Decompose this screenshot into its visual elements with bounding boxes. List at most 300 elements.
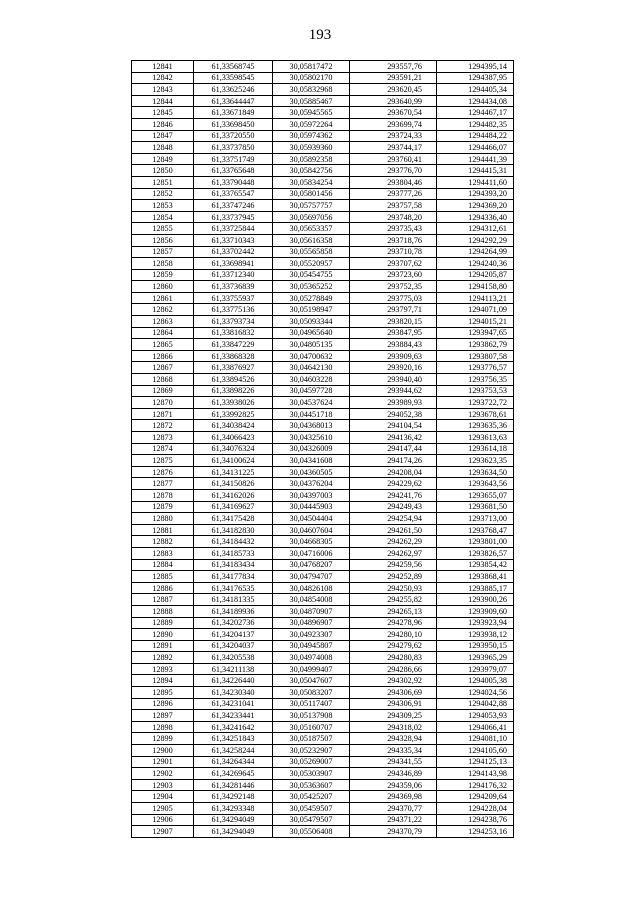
latitude-cell: 61,34184432	[194, 536, 273, 548]
y-coordinate-cell: 1293947,65	[437, 327, 514, 339]
longitude-cell: 30,04999407	[273, 663, 350, 675]
latitude-cell: 61,33992825	[194, 408, 273, 420]
point-number-cell: 12874	[132, 443, 194, 455]
table-row	[132, 200, 514, 212]
point-number-cell: 12872	[132, 420, 194, 432]
longitude-cell: 30,05616358	[273, 234, 350, 246]
longitude-cell: 30,05892358	[273, 153, 350, 165]
x-coordinate-cell: 293752,35	[350, 281, 437, 293]
point-number-cell: 12893	[132, 663, 194, 675]
latitude-cell: 61,34294049	[194, 814, 273, 826]
y-coordinate-cell: 1294125,13	[437, 756, 514, 768]
longitude-cell: 30,05454755	[273, 269, 350, 281]
latitude-cell: 61,33598545	[194, 72, 273, 84]
point-number-cell: 12878	[132, 489, 194, 501]
x-coordinate-cell: 293744,17	[350, 142, 437, 154]
latitude-cell: 61,34204137	[194, 629, 273, 641]
table-row	[132, 513, 514, 525]
point-number-cell: 12860	[132, 281, 194, 293]
longitude-cell: 30,04923307	[273, 629, 350, 641]
x-coordinate-cell: 293797,71	[350, 304, 437, 316]
latitude-cell: 61,33568745	[194, 61, 273, 73]
longitude-cell: 30,04451718	[273, 408, 350, 420]
table-body	[132, 61, 514, 838]
table-row	[132, 95, 514, 107]
longitude-cell: 30,05817472	[273, 61, 350, 73]
y-coordinate-cell: 1294393,20	[437, 188, 514, 200]
longitude-cell: 30,04805135	[273, 339, 350, 351]
latitude-cell: 61,34251843	[194, 733, 273, 745]
longitude-cell: 30,04504404	[273, 513, 350, 525]
latitude-cell: 61,34230340	[194, 687, 273, 699]
y-coordinate-cell: 1293965,29	[437, 652, 514, 664]
point-number-cell: 12864	[132, 327, 194, 339]
y-coordinate-cell: 1293909,60	[437, 605, 514, 617]
y-coordinate-cell: 1293979,07	[437, 663, 514, 675]
longitude-cell: 30,05757757	[273, 200, 350, 212]
table-row	[132, 640, 514, 652]
table-row	[132, 524, 514, 536]
table-row	[132, 84, 514, 96]
table-row	[132, 246, 514, 258]
page-number: 193	[308, 27, 332, 43]
point-number-cell: 12868	[132, 374, 194, 386]
coordinates-table	[131, 60, 514, 838]
latitude-cell: 61,33790448	[194, 176, 273, 188]
x-coordinate-cell: 294306,91	[350, 698, 437, 710]
point-number-cell: 12863	[132, 316, 194, 328]
longitude-cell: 30,05565858	[273, 246, 350, 258]
latitude-cell: 61,33751749	[194, 153, 273, 165]
point-number-cell: 12853	[132, 200, 194, 212]
point-number-cell: 12867	[132, 362, 194, 374]
x-coordinate-cell: 293707,62	[350, 258, 437, 270]
longitude-cell: 30,04826108	[273, 582, 350, 594]
point-number-cell: 12894	[132, 675, 194, 687]
longitude-cell: 30,04945807	[273, 640, 350, 652]
latitude-cell: 61,33702442	[194, 246, 273, 258]
x-coordinate-cell: 293557,76	[350, 61, 437, 73]
point-number-cell: 12850	[132, 165, 194, 177]
point-number-cell: 12905	[132, 803, 194, 815]
point-number-cell: 12875	[132, 455, 194, 467]
point-number-cell: 12855	[132, 223, 194, 235]
y-coordinate-cell: 1294387,95	[437, 72, 514, 84]
longitude-cell: 30,05425207	[273, 791, 350, 803]
x-coordinate-cell: 293735,43	[350, 223, 437, 235]
y-coordinate-cell: 1293885,17	[437, 582, 514, 594]
point-number-cell: 12859	[132, 269, 194, 281]
point-number-cell: 12889	[132, 617, 194, 629]
latitude-cell: 61,33712340	[194, 269, 273, 281]
latitude-cell: 61,34233441	[194, 710, 273, 722]
x-coordinate-cell: 293940,40	[350, 374, 437, 386]
y-coordinate-cell: 1293681,50	[437, 501, 514, 513]
point-number-cell: 12891	[132, 640, 194, 652]
point-number-cell: 12898	[132, 721, 194, 733]
longitude-cell: 30,05160707	[273, 721, 350, 733]
point-number-cell: 12841	[132, 61, 194, 73]
point-number-cell: 12900	[132, 745, 194, 757]
x-coordinate-cell: 294254,94	[350, 513, 437, 525]
x-coordinate-cell: 293909,63	[350, 350, 437, 362]
point-number-cell: 12904	[132, 791, 194, 803]
table-row	[132, 316, 514, 328]
longitude-cell: 30,05047607	[273, 675, 350, 687]
longitude-cell: 30,05506408	[273, 826, 350, 838]
latitude-cell: 61,33747246	[194, 200, 273, 212]
latitude-cell: 61,34150826	[194, 478, 273, 490]
latitude-cell: 61,34231041	[194, 698, 273, 710]
point-number-cell: 12877	[132, 478, 194, 490]
x-coordinate-cell: 294241,76	[350, 489, 437, 501]
y-coordinate-cell: 1293613,63	[437, 432, 514, 444]
latitude-cell: 61,34205538	[194, 652, 273, 664]
longitude-cell: 30,04597728	[273, 385, 350, 397]
table-row	[132, 350, 514, 362]
latitude-cell: 61,34038424	[194, 420, 273, 432]
x-coordinate-cell: 293820,15	[350, 316, 437, 328]
table-row	[132, 455, 514, 467]
y-coordinate-cell: 1294466,07	[437, 142, 514, 154]
table-row	[132, 130, 514, 142]
table-row	[132, 791, 514, 803]
table-row	[132, 188, 514, 200]
y-coordinate-cell: 1294158,80	[437, 281, 514, 293]
table-row	[132, 663, 514, 675]
x-coordinate-cell: 293699,74	[350, 118, 437, 130]
point-number-cell: 12873	[132, 432, 194, 444]
latitude-cell: 61,33737850	[194, 142, 273, 154]
latitude-cell: 61,33775136	[194, 304, 273, 316]
point-number-cell: 12885	[132, 571, 194, 583]
longitude-cell: 30,04668305	[273, 536, 350, 548]
x-coordinate-cell: 294208,04	[350, 466, 437, 478]
y-coordinate-cell: 1294467,17	[437, 107, 514, 119]
y-coordinate-cell: 1293643,56	[437, 478, 514, 490]
y-coordinate-cell: 1294113,21	[437, 292, 514, 304]
latitude-cell: 61,33876927	[194, 362, 273, 374]
table-row	[132, 617, 514, 629]
x-coordinate-cell: 294286,66	[350, 663, 437, 675]
longitude-cell: 30,05885467	[273, 95, 350, 107]
table-row	[132, 594, 514, 606]
y-coordinate-cell: 1294053,93	[437, 710, 514, 722]
point-number-cell: 12901	[132, 756, 194, 768]
longitude-cell: 30,04326009	[273, 443, 350, 455]
y-coordinate-cell: 1294264,99	[437, 246, 514, 258]
point-number-cell: 12887	[132, 594, 194, 606]
latitude-cell: 61,34175428	[194, 513, 273, 525]
x-coordinate-cell: 293944,62	[350, 385, 437, 397]
longitude-cell: 30,05303907	[273, 768, 350, 780]
y-coordinate-cell: 1294081,10	[437, 733, 514, 745]
point-number-cell: 12886	[132, 582, 194, 594]
latitude-cell: 61,33736839	[194, 281, 273, 293]
y-coordinate-cell: 1294441,39	[437, 153, 514, 165]
table-row	[132, 478, 514, 490]
latitude-cell: 61,34162026	[194, 489, 273, 501]
y-coordinate-cell: 1293678,61	[437, 408, 514, 420]
table-row	[132, 385, 514, 397]
longitude-cell: 30,05801456	[273, 188, 350, 200]
table-row	[132, 814, 514, 826]
y-coordinate-cell: 1294484,22	[437, 130, 514, 142]
longitude-cell: 30,04445903	[273, 501, 350, 513]
longitude-cell: 30,05198947	[273, 304, 350, 316]
point-number-cell: 12849	[132, 153, 194, 165]
y-coordinate-cell: 1293938,12	[437, 629, 514, 641]
y-coordinate-cell: 1294143,98	[437, 768, 514, 780]
table-row	[132, 327, 514, 339]
x-coordinate-cell: 294262,29	[350, 536, 437, 548]
point-number-cell: 12906	[132, 814, 194, 826]
point-number-cell: 12862	[132, 304, 194, 316]
x-coordinate-cell: 294346,89	[350, 768, 437, 780]
longitude-cell: 30,04642130	[273, 362, 350, 374]
y-coordinate-cell: 1293868,41	[437, 571, 514, 583]
table-row	[132, 582, 514, 594]
y-coordinate-cell: 1294292,29	[437, 234, 514, 246]
latitude-cell: 61,33720550	[194, 130, 273, 142]
y-coordinate-cell: 1293655,07	[437, 489, 514, 501]
table-row	[132, 281, 514, 293]
point-number-cell: 12902	[132, 768, 194, 780]
point-number-cell: 12881	[132, 524, 194, 536]
y-coordinate-cell: 1294415,31	[437, 165, 514, 177]
latitude-cell: 61,34264344	[194, 756, 273, 768]
longitude-cell: 30,05187507	[273, 733, 350, 745]
table-row	[132, 733, 514, 745]
longitude-cell: 30,05653357	[273, 223, 350, 235]
x-coordinate-cell: 294250,93	[350, 582, 437, 594]
y-coordinate-cell: 1294228,04	[437, 803, 514, 815]
x-coordinate-cell: 294335,34	[350, 745, 437, 757]
x-coordinate-cell: 293640,99	[350, 95, 437, 107]
y-coordinate-cell: 1293854,42	[437, 559, 514, 571]
point-number-cell: 12852	[132, 188, 194, 200]
latitude-cell: 61,34241642	[194, 721, 273, 733]
longitude-cell: 30,05802170	[273, 72, 350, 84]
y-coordinate-cell: 1294066,41	[437, 721, 514, 733]
point-number-cell: 12876	[132, 466, 194, 478]
longitude-cell: 30,05832968	[273, 84, 350, 96]
table-row	[132, 605, 514, 617]
longitude-cell: 30,04325610	[273, 432, 350, 444]
x-coordinate-cell: 294371,22	[350, 814, 437, 826]
x-coordinate-cell: 294249,43	[350, 501, 437, 513]
table-row	[132, 443, 514, 455]
y-coordinate-cell: 1293923,94	[437, 617, 514, 629]
y-coordinate-cell: 1294312,61	[437, 223, 514, 235]
x-coordinate-cell: 294259,56	[350, 559, 437, 571]
latitude-cell: 61,33847229	[194, 339, 273, 351]
table-row	[132, 362, 514, 374]
longitude-cell: 30,04965640	[273, 327, 350, 339]
latitude-cell: 61,34183434	[194, 559, 273, 571]
x-coordinate-cell: 294262,97	[350, 547, 437, 559]
y-coordinate-cell: 1294176,32	[437, 779, 514, 791]
longitude-cell: 30,04376204	[273, 478, 350, 490]
point-number-cell: 12847	[132, 130, 194, 142]
table-row	[132, 721, 514, 733]
x-coordinate-cell: 294309,25	[350, 710, 437, 722]
latitude-cell: 61,33894526	[194, 374, 273, 386]
point-number-cell: 12848	[132, 142, 194, 154]
table-row	[132, 223, 514, 235]
table-row	[132, 745, 514, 757]
latitude-cell: 61,34189936	[194, 605, 273, 617]
longitude-cell: 30,04716006	[273, 547, 350, 559]
table-row	[132, 571, 514, 583]
longitude-cell: 30,05834254	[273, 176, 350, 188]
longitude-cell: 30,05232907	[273, 745, 350, 757]
point-number-cell: 12895	[132, 687, 194, 699]
longitude-cell: 30,04360505	[273, 466, 350, 478]
point-number-cell: 12884	[132, 559, 194, 571]
point-number-cell: 12861	[132, 292, 194, 304]
table-row	[132, 698, 514, 710]
table-row	[132, 652, 514, 664]
y-coordinate-cell: 1294042,88	[437, 698, 514, 710]
latitude-cell: 61,34181335	[194, 594, 273, 606]
table-row	[132, 501, 514, 513]
table-row	[132, 779, 514, 791]
y-coordinate-cell: 1293623,35	[437, 455, 514, 467]
x-coordinate-cell: 293989,93	[350, 397, 437, 409]
latitude-cell: 61,34131225	[194, 466, 273, 478]
table-row	[132, 710, 514, 722]
latitude-cell: 61,34202736	[194, 617, 273, 629]
x-coordinate-cell: 294265,13	[350, 605, 437, 617]
y-coordinate-cell: 1293862,79	[437, 339, 514, 351]
table-row	[132, 234, 514, 246]
latitude-cell: 61,33938026	[194, 397, 273, 409]
point-number-cell: 12843	[132, 84, 194, 96]
table-row	[132, 304, 514, 316]
x-coordinate-cell: 294279,62	[350, 640, 437, 652]
latitude-cell: 61,33698450	[194, 118, 273, 130]
latitude-cell: 61,33671849	[194, 107, 273, 119]
y-coordinate-cell: 1294482,35	[437, 118, 514, 130]
latitude-cell: 61,33898226	[194, 385, 273, 397]
table-row	[132, 547, 514, 559]
y-coordinate-cell: 1294238,76	[437, 814, 514, 826]
longitude-cell: 30,04537624	[273, 397, 350, 409]
table-row	[132, 756, 514, 768]
latitude-cell: 61,33765648	[194, 165, 273, 177]
y-coordinate-cell: 1293713,00	[437, 513, 514, 525]
longitude-cell: 30,05697056	[273, 211, 350, 223]
longitude-cell: 30,04854008	[273, 594, 350, 606]
latitude-cell: 61,34292148	[194, 791, 273, 803]
table-row	[132, 803, 514, 815]
longitude-cell: 30,04341608	[273, 455, 350, 467]
y-coordinate-cell: 1293826,57	[437, 547, 514, 559]
point-number-cell: 12844	[132, 95, 194, 107]
longitude-cell: 30,04607604	[273, 524, 350, 536]
latitude-cell: 61,33698941	[194, 258, 273, 270]
x-coordinate-cell: 293847,95	[350, 327, 437, 339]
x-coordinate-cell: 294370,79	[350, 826, 437, 838]
y-coordinate-cell: 1293722,72	[437, 397, 514, 409]
y-coordinate-cell: 1294253,16	[437, 826, 514, 838]
table-row	[132, 153, 514, 165]
y-coordinate-cell: 1293634,50	[437, 466, 514, 478]
table-row	[132, 107, 514, 119]
table-row	[132, 258, 514, 270]
x-coordinate-cell: 294341,55	[350, 756, 437, 768]
latitude-cell: 61,33816832	[194, 327, 273, 339]
point-number-cell: 12890	[132, 629, 194, 641]
x-coordinate-cell: 293620,45	[350, 84, 437, 96]
longitude-cell: 30,05520957	[273, 258, 350, 270]
x-coordinate-cell: 293760,41	[350, 153, 437, 165]
y-coordinate-cell: 1294405,34	[437, 84, 514, 96]
x-coordinate-cell: 294174,26	[350, 455, 437, 467]
x-coordinate-cell: 293591,21	[350, 72, 437, 84]
point-number-cell: 12892	[132, 652, 194, 664]
point-number-cell: 12842	[132, 72, 194, 84]
x-coordinate-cell: 293724,33	[350, 130, 437, 142]
y-coordinate-cell: 1293635,36	[437, 420, 514, 432]
longitude-cell: 30,05117407	[273, 698, 350, 710]
latitude-cell: 61,33710343	[194, 234, 273, 246]
longitude-cell: 30,05972264	[273, 118, 350, 130]
point-number-cell: 12870	[132, 397, 194, 409]
latitude-cell: 61,33868328	[194, 350, 273, 362]
point-number-cell: 12903	[132, 779, 194, 791]
point-number-cell: 12869	[132, 385, 194, 397]
point-number-cell: 12846	[132, 118, 194, 130]
table-row	[132, 176, 514, 188]
point-number-cell: 12896	[132, 698, 194, 710]
point-number-cell: 12880	[132, 513, 194, 525]
longitude-cell: 30,04794707	[273, 571, 350, 583]
x-coordinate-cell: 293776,70	[350, 165, 437, 177]
table-row	[132, 397, 514, 409]
y-coordinate-cell: 1293776,57	[437, 362, 514, 374]
table-row	[132, 374, 514, 386]
x-coordinate-cell: 294359,06	[350, 779, 437, 791]
x-coordinate-cell: 293723,60	[350, 269, 437, 281]
point-number-cell: 12866	[132, 350, 194, 362]
point-number-cell: 12858	[132, 258, 194, 270]
latitude-cell: 61,34169627	[194, 501, 273, 513]
table-row	[132, 559, 514, 571]
longitude-cell: 30,05945565	[273, 107, 350, 119]
point-number-cell: 12865	[132, 339, 194, 351]
x-coordinate-cell: 294261,50	[350, 524, 437, 536]
x-coordinate-cell: 293777,26	[350, 188, 437, 200]
y-coordinate-cell: 1294024,56	[437, 687, 514, 699]
latitude-cell: 61,34211138	[194, 663, 273, 675]
y-coordinate-cell: 1294369,20	[437, 200, 514, 212]
longitude-cell: 30,05093344	[273, 316, 350, 328]
longitude-cell: 30,05137908	[273, 710, 350, 722]
longitude-cell: 30,04603228	[273, 374, 350, 386]
y-coordinate-cell: 1293614,18	[437, 443, 514, 455]
y-coordinate-cell: 1293753,53	[437, 385, 514, 397]
x-coordinate-cell: 293710,78	[350, 246, 437, 258]
x-coordinate-cell: 294280,83	[350, 652, 437, 664]
y-coordinate-cell: 1293768,47	[437, 524, 514, 536]
latitude-cell: 61,33725844	[194, 223, 273, 235]
x-coordinate-cell: 294306,69	[350, 687, 437, 699]
latitude-cell: 61,33765547	[194, 188, 273, 200]
point-number-cell: 12851	[132, 176, 194, 188]
table-row	[132, 292, 514, 304]
